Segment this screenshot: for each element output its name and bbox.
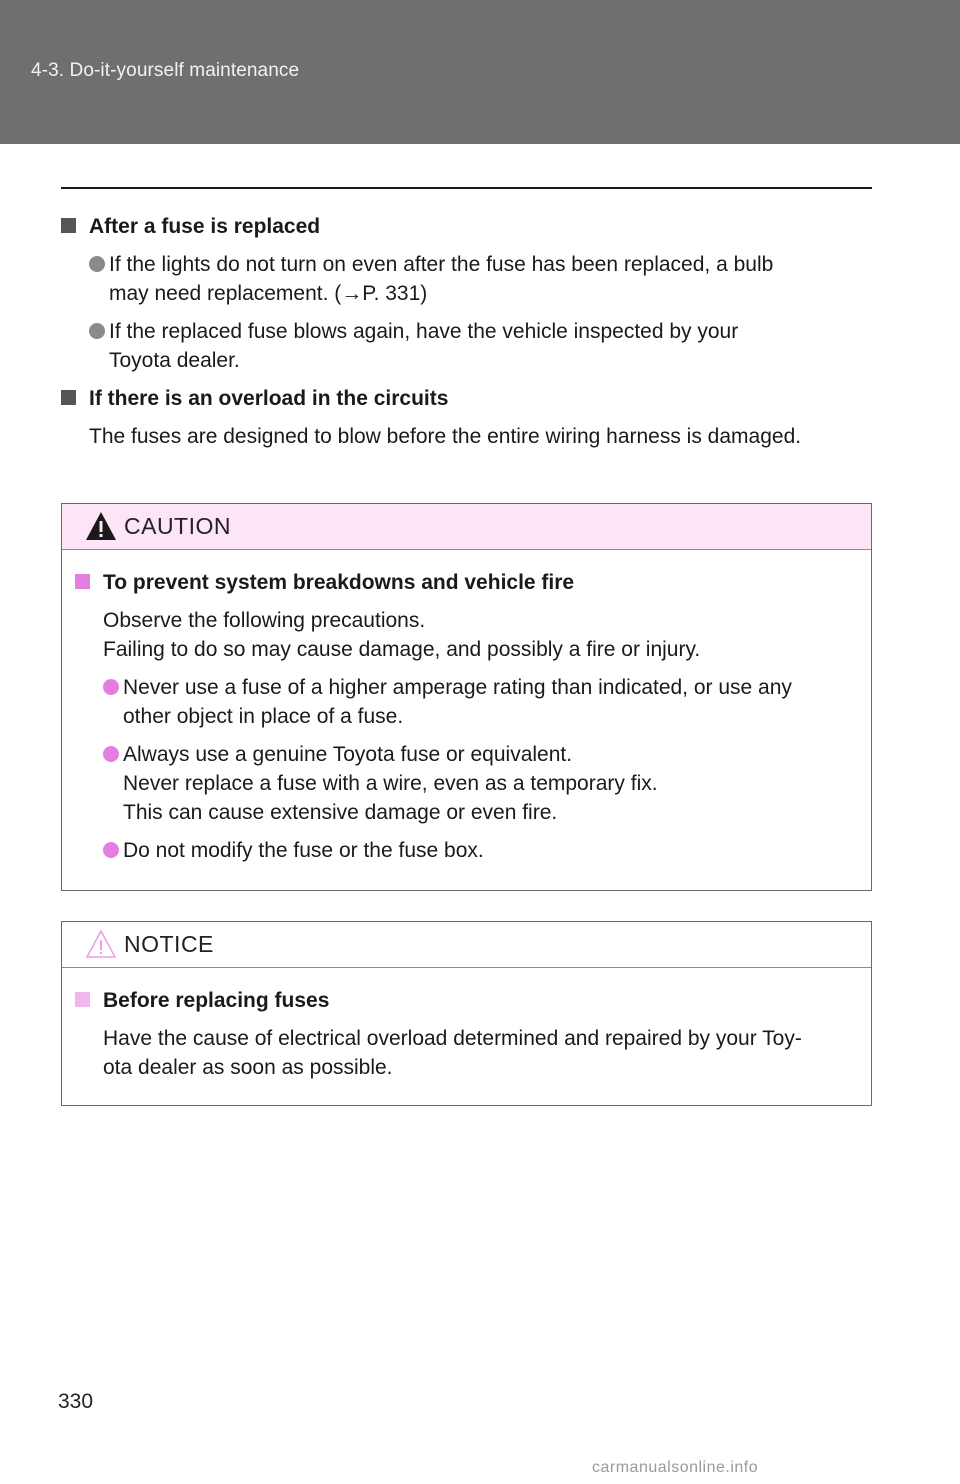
circle-bullet-icon (103, 842, 119, 858)
notice-text: Have the cause of electrical overload determined and repaired by your Toy- ota dealer as soon as possible. (103, 1027, 802, 1079)
body-paragraph: The fuses are designed to blow before the entire wiring harness is damaged. (89, 425, 802, 448)
notice-body (62, 968, 871, 1082)
square-bullet-icon (61, 218, 76, 233)
square-bullet-icon (75, 574, 90, 589)
caution-label: CAUTION (124, 513, 231, 539)
list-item: Always use a genuine Toyota fuse or equivalent. Never replace a fuse with a wire, even as a temporary fix. This can cause extensive damage or even fire. (75, 740, 862, 827)
notice-heading: Before replacing fuses (75, 986, 862, 1015)
caution-body (62, 550, 871, 865)
header-band (0, 0, 960, 144)
notice-box (61, 921, 872, 1106)
list-item: If the lights do not turn on even after the fuse has been replaced, a bulb may need replacement. (→P. 331) (61, 250, 872, 308)
list-item: Never use a fuse of a higher amperage rating than indicated, or use any other object in place of a fuse. (75, 673, 862, 731)
section-title: 4-3. Do-it-yourself maintenance (31, 60, 300, 81)
warning-triangle-icon (84, 510, 118, 542)
warning-triangle-outline-icon (84, 928, 118, 960)
page-number: 330 (58, 1390, 94, 1413)
watermark: carmanualsonline.info (592, 1459, 759, 1476)
square-bullet-icon (61, 390, 76, 405)
main-content (61, 212, 872, 460)
circle-bullet-icon (89, 256, 105, 272)
caution-box (61, 503, 872, 891)
subsection-heading: After a fuse is replaced (61, 212, 872, 241)
circle-bullet-icon (89, 323, 105, 339)
subsection-heading: If there is an overload in the circuits (61, 384, 872, 413)
caution-heading: To prevent system breakdowns and vehicle fire (75, 568, 862, 597)
notice-header (62, 922, 871, 968)
circle-bullet-icon (103, 679, 119, 695)
circle-bullet-icon (103, 746, 119, 762)
caution-header (62, 504, 871, 550)
caution-intro: Observe the following precautions. Failing to do so may cause damage, and possibly a fire or injury. (103, 609, 701, 661)
square-bullet-icon (75, 992, 90, 1007)
list-item: If the replaced fuse blows again, have the vehicle inspected by your Toyota dealer. (61, 317, 872, 375)
notice-label: NOTICE (124, 931, 214, 957)
list-item: Do not modify the fuse or the fuse box. (75, 836, 862, 865)
header-divider (61, 187, 872, 189)
